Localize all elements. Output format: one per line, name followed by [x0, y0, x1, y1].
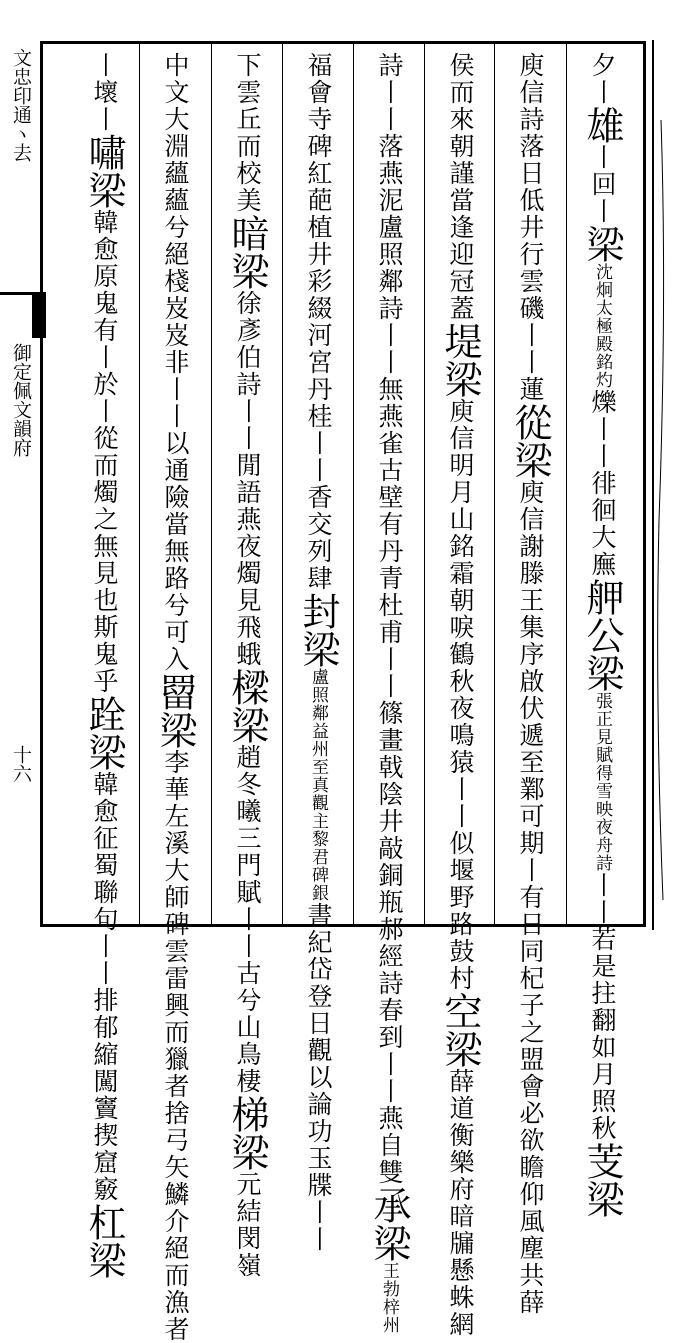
text-segment: 元結	[233, 1171, 262, 1225]
text-segment: 下雲丘	[233, 52, 262, 133]
text-segment: 河宮丹桂丨丨香交列肆	[304, 322, 333, 592]
text-column-1	[580, 52, 624, 1218]
text-segment: 韓愈征蜀聯句丨丨	[90, 771, 119, 987]
text-segment: 丨古兮山鳥棲	[233, 933, 262, 1095]
text-segment: 當逢迎冠蓋	[446, 187, 475, 322]
text-segment: 庾信明月山銘霜朝唳鶴秋	[446, 398, 475, 695]
column-rule	[566, 41, 567, 927]
text-segment: 蓮	[516, 376, 545, 403]
headword: 梁	[580, 225, 624, 263]
citation-source: 沈炯太極殿銘灼	[592, 263, 612, 389]
text-column-6	[225, 52, 269, 1279]
text-segment: 而校美	[233, 133, 262, 214]
text-segment: 書紀岱登日觀以論功玉牒丨丨	[304, 902, 333, 1253]
headword: 暗梁	[225, 214, 269, 290]
text-column-7	[153, 52, 197, 1343]
text-segment: 有日同杞子之盟會必欲瞻仰風塵共薛	[516, 884, 545, 1316]
text-segment: 丨回丨	[588, 144, 617, 225]
page-number: 十六	[10, 745, 32, 783]
headword: 梯梁	[225, 1095, 269, 1171]
text-segment: 庾信詩落日低	[516, 52, 545, 214]
text-segment: 庾信謝滕王集序啟伏遞至鄴可期丨	[516, 479, 545, 884]
headword: 公梁	[580, 616, 624, 692]
headword: 雄	[580, 106, 624, 144]
text-segment: 爍丨丨徘徊大廡	[588, 389, 617, 578]
text-segment: 井行雲磯丨丨	[516, 214, 545, 376]
text-segment: 閔嶺	[233, 1225, 262, 1279]
headword: 從梁	[508, 403, 552, 479]
citation-source: 張正見賦得雪映夜舟詩	[592, 692, 612, 872]
column-rule	[211, 41, 212, 927]
headword: 舺	[580, 578, 624, 616]
text-segment: 薛道衡樂府	[446, 1068, 475, 1203]
page-edge-shadow	[647, 0, 689, 969]
text-column-2	[508, 52, 552, 1316]
text-segment: 排郁縮闖竇揳窟竅	[90, 987, 119, 1203]
text-segment: 中文大淵蘊蘊兮絕棧岌岌非	[161, 52, 190, 376]
headword: 承梁	[367, 1186, 411, 1262]
headword: 罶梁	[153, 673, 197, 749]
text-segment: 丨丨以通險當無路兮可入	[161, 376, 190, 673]
column-rule	[353, 41, 354, 927]
fishtail-bar	[0, 292, 32, 295]
headword: 封梁	[296, 592, 340, 668]
headword: 杠梁	[82, 1203, 126, 1279]
text-column-8	[82, 52, 126, 1279]
text-segment: 韓愈原鬼有丨於丨從	[90, 209, 119, 452]
text-segment: 丨丨若是拄翻如月照秋	[588, 872, 617, 1142]
column-rule	[494, 41, 495, 927]
headword: 芰梁	[580, 1142, 624, 1218]
text-segment: 獵者捨弓矢鱗介絕而漁者	[161, 1046, 190, 1343]
margin-top-title: 文忠印通ヽ去	[10, 48, 32, 162]
text-segment: 夜鳴猿丨丨似堰野路鼓村	[446, 695, 475, 992]
citation-source: 盧照鄰益州至真觀主黎君碑銀	[308, 668, 328, 902]
text-segment: 夕丨	[588, 52, 617, 106]
text-segment: 侯而來朝謹	[446, 52, 475, 187]
headword: 嘯梁	[82, 133, 126, 209]
text-segment: 而燭之無見也斯鬼乎	[90, 452, 119, 695]
text-column-5	[296, 52, 340, 1253]
column-rule	[282, 41, 283, 927]
text-column-3	[438, 52, 482, 1338]
headword: 空梁	[438, 992, 482, 1068]
headword: 跧梁	[82, 695, 126, 771]
citation-source: 梓州	[379, 1298, 399, 1334]
headword: 樑梁	[225, 668, 269, 744]
citation-source: 王勃	[379, 1262, 399, 1298]
column-rule	[424, 41, 425, 927]
text-segment: 暗牖懸蛛網	[446, 1203, 475, 1338]
text-frame	[40, 41, 646, 927]
text-segment: 語燕夜燭見飛蛾	[233, 479, 262, 668]
text-segment: 詩丨丨落燕泥盧照鄰詩丨丨無燕雀古壁有丹青杜甫	[375, 52, 404, 646]
text-segment: 福會寺碑紅葩植井彩綴	[304, 52, 333, 322]
margin-book-title: 御定佩文韻府	[10, 343, 32, 457]
headword: 堤梁	[438, 322, 482, 398]
text-segment: 趙冬曦三門賦丨	[233, 744, 262, 933]
text-column-4	[367, 52, 411, 1334]
text-segment: 丨壞丨	[90, 52, 119, 133]
text-segment: 徐彥伯詩丨丨閒	[233, 290, 262, 479]
column-rule	[139, 41, 140, 927]
text-segment: 李華左溪大師碑雲雷興而	[161, 749, 190, 1046]
text-segment: 丨丨篠畫戟陰井敲銅瓶郝經詩春到丨丨燕自雙	[375, 646, 404, 1186]
